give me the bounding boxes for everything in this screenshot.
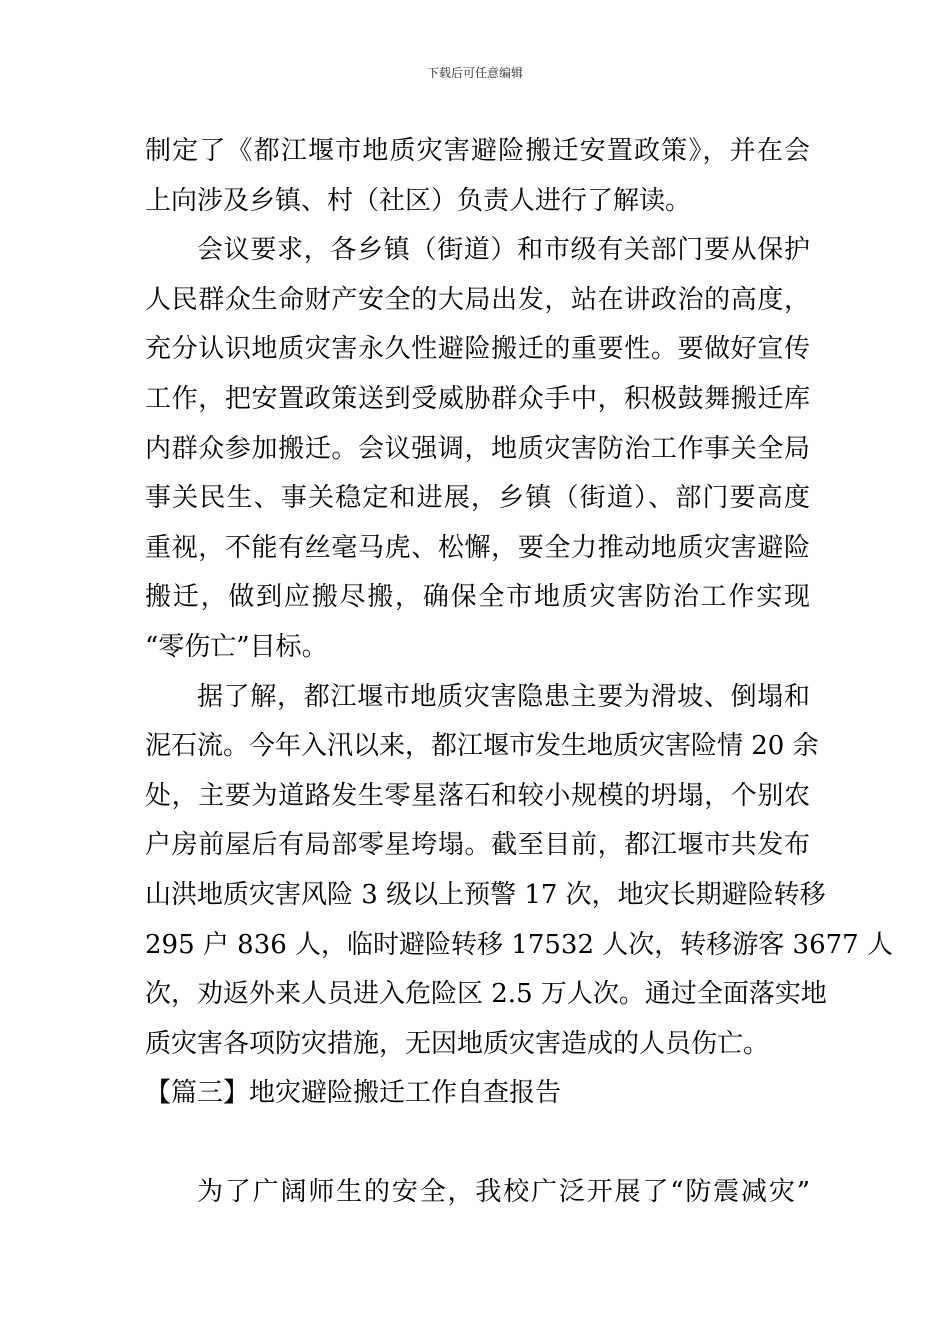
text-line: “零伤亡”目标。 [145, 631, 328, 662]
text-line: 泥石流。今年入汛以来，都江堰市发生地质灾害险情 20 余 [145, 731, 819, 762]
text-line: 次，劝返外来人员进入危险区 2.5 万人次。通过全面落实地 [145, 979, 827, 1010]
text-line: 重视，不能有丝毫马虎、松懈，要全力推动地质灾害避险 [145, 532, 810, 563]
text-line: 制定了《都江堰市地质灾害避险搬迁安置政策》，并在会 [145, 136, 810, 166]
paragraph-start-line: 据了解，都江堰市地质灾害隐患主要为滑坡、倒塌和 [197, 681, 810, 712]
text-line: 人民群众生命财产安全的大局出发，站在讲政治的高度， [145, 284, 810, 315]
text-line: 充分认识地质灾害永久性避险搬迁的重要性。要做好宣传 [145, 334, 810, 365]
text-line: 内群众参加搬迁。会议强调，地质灾害防治工作事关全局 [145, 433, 810, 464]
text-line: 工作，把安置政策送到受威胁群众手中，积极鼓舞搬迁库 [145, 383, 810, 414]
page-header: 下载后可任意编辑 [426, 66, 523, 80]
text-line: 山洪地质灾害风险 3 级以上预警 17 次，地灾长期避险转移 [145, 879, 826, 910]
text-line: 户房前屋后有局部零星垮塌。截至目前，都江堰市共发布 [145, 830, 810, 861]
paragraph-start-line: 为了广阔师生的安全，我校广泛开展了“防震减灾” [197, 1177, 810, 1208]
section-heading: 【篇三】地灾避险搬迁工作自查报告 [145, 1078, 562, 1109]
text-line: 搬迁，做到应搬尽搬，确保全市地质灾害防治工作实现 [145, 582, 810, 613]
blank-line [145, 1119, 810, 1169]
text-line: 质灾害各项防灾措施，无因地质灾害造成的人员伤亡。 [145, 1028, 770, 1059]
document-body [145, 127, 893, 1218]
text-line: 事关民生、事关稳定和进展，乡镇（街道）、部门要高度 [145, 483, 810, 514]
text-line: 处，主要为道路发生零星落石和较小规模的坍塌，个别农 [145, 780, 810, 811]
text-line: 上向涉及乡镇、村（社区）负责人进行了解读。 [145, 185, 692, 216]
text-line: 295 户 836 人，临时避险转移 17532 人次，转移游客 3677 人 [145, 929, 893, 960]
paragraph-start-line: 会议要求，各乡镇（街道）和市级有关部门要从保护 [197, 235, 810, 266]
